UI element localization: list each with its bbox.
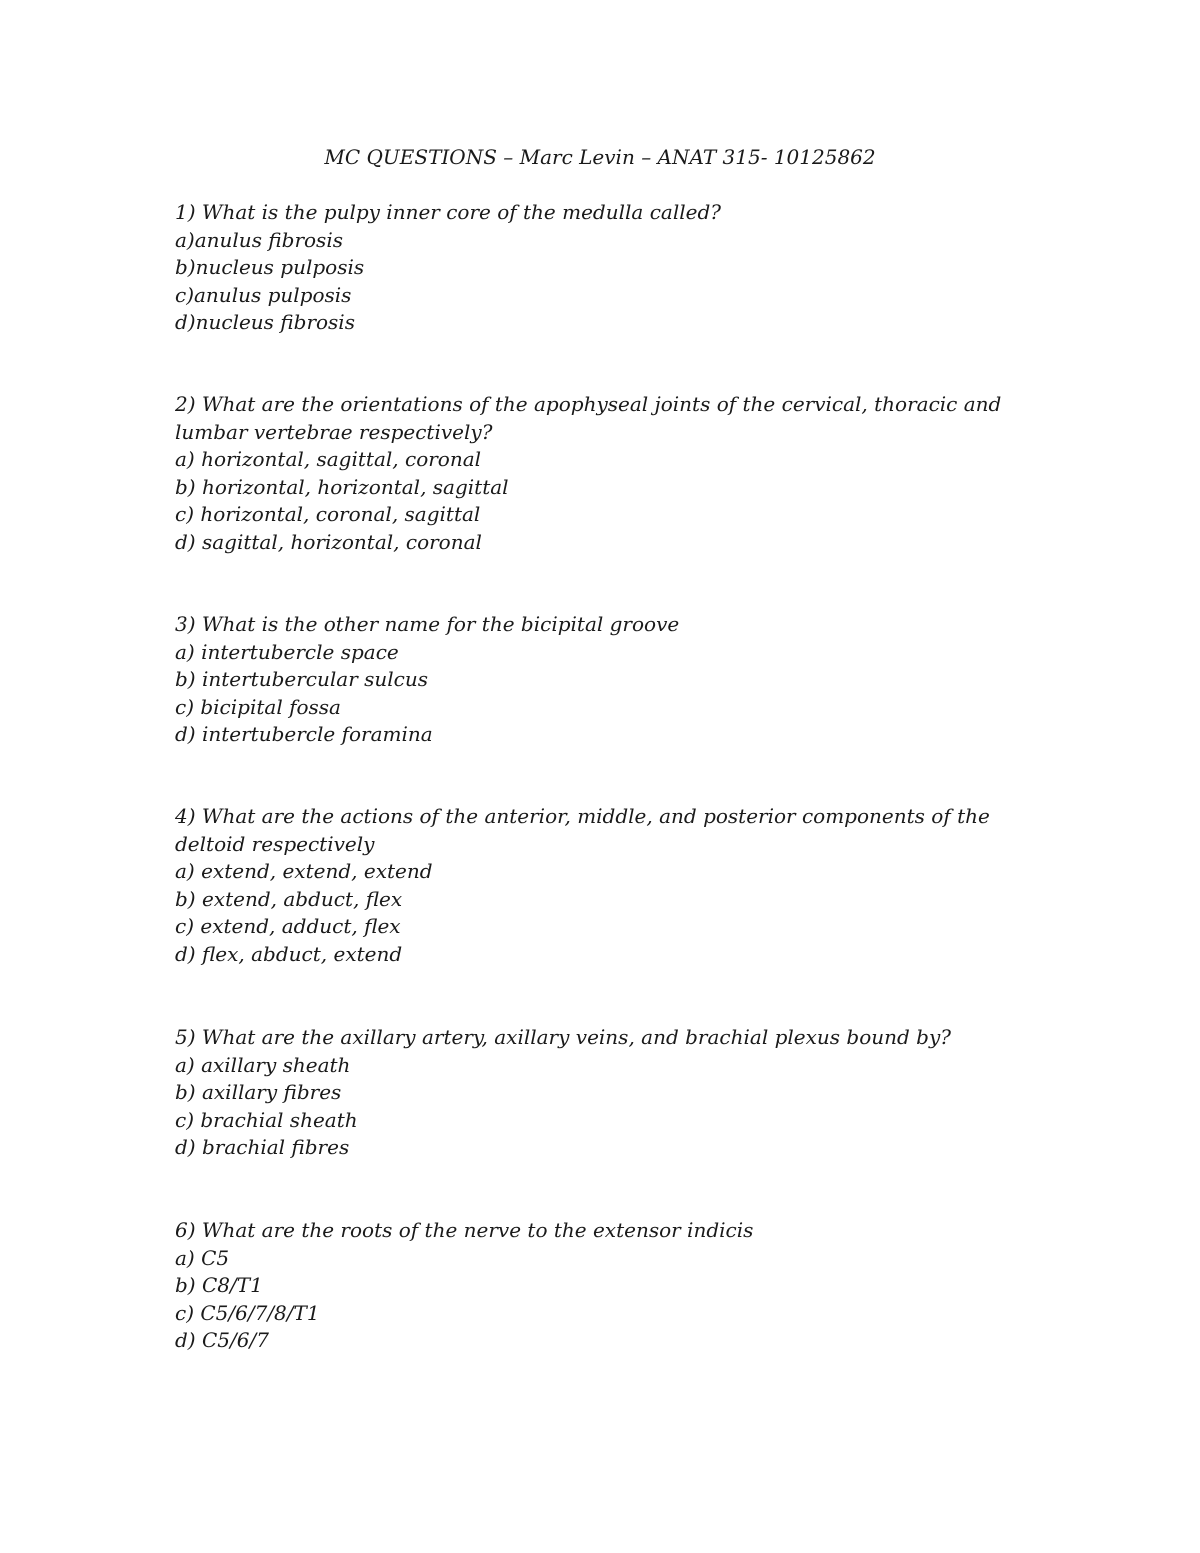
question-text: 5) What are the axillary artery, axillary veins, and brachial plexus bound by? <box>175 1025 951 1049</box>
answer-option-b: b) axillary fibres <box>175 1080 342 1105</box>
answer-option-a: a)anulus fibrosis <box>175 227 343 252</box>
answer-option-c: c) bicipital fossa <box>175 694 341 719</box>
answer-option-c: c) horizontal, coronal, sagittal <box>175 502 481 527</box>
answer-option-d: d) sagittal, horizontal, coronal <box>175 529 482 554</box>
answer-option-b: b) extend, abduct, flex <box>175 886 403 911</box>
answer-option-d: d) flex, abduct, extend <box>175 941 403 966</box>
answer-option-c: c)anulus pulposis <box>175 282 352 307</box>
question-text: 1) What is the pulpy inner core of the medulla called? <box>175 200 721 224</box>
answer-option-d: d) C5/6/7 <box>175 1328 269 1353</box>
question-text-continued: deltoid respectively <box>175 831 375 856</box>
answer-option-c: c) brachial sheath <box>175 1107 358 1132</box>
answer-option-c: c) C5/6/7/8/T1 <box>175 1300 320 1325</box>
answer-option-a: a) axillary sheath <box>175 1052 351 1077</box>
question-text: 6) What are the roots of the nerve to the extensor indicis <box>175 1218 754 1242</box>
answer-option-c: c) extend, adduct, flex <box>175 914 401 939</box>
answer-option-b: b) C8/T1 <box>175 1273 263 1298</box>
question-4 <box>175 803 1005 969</box>
answer-option-b: b) horizontal, horizontal, sagittal <box>175 474 509 499</box>
answer-option-a: a) extend, extend, extend <box>175 859 433 884</box>
page-title: MC QUESTIONS – Marc Levin – ANAT 315- 10125862 <box>324 145 876 169</box>
answer-option-a: a) intertubercle space <box>175 639 399 664</box>
answer-option-d: d) brachial fibres <box>175 1135 350 1160</box>
question-text-continued: lumbar vertebrae respectively? <box>175 419 493 444</box>
question-text: 4) What are the actions of the anterior, middle, and posterior components of the <box>175 804 990 828</box>
answer-option-b: b)nucleus pulposis <box>175 255 365 280</box>
question-3 <box>175 611 1005 749</box>
answer-option-d: d) intertubercle foramina <box>175 722 433 747</box>
answer-option-a: a) horizontal, sagittal, coronal <box>175 447 482 472</box>
answer-option-d: d)nucleus fibrosis <box>175 310 355 335</box>
answer-option-b: b) intertubercular sulcus <box>175 667 428 692</box>
question-text: 2) What are the orientations of the apophyseal joints of the cervical, thoracic and <box>175 392 1002 416</box>
question-1 <box>175 199 1005 337</box>
answer-option-a: a) C5 <box>175 1245 230 1270</box>
question-5 <box>175 1024 1005 1162</box>
question-text: 3) What is the other name for the bicipital groove <box>175 612 680 636</box>
question-2 <box>175 391 1005 557</box>
question-6 <box>175 1217 1005 1355</box>
